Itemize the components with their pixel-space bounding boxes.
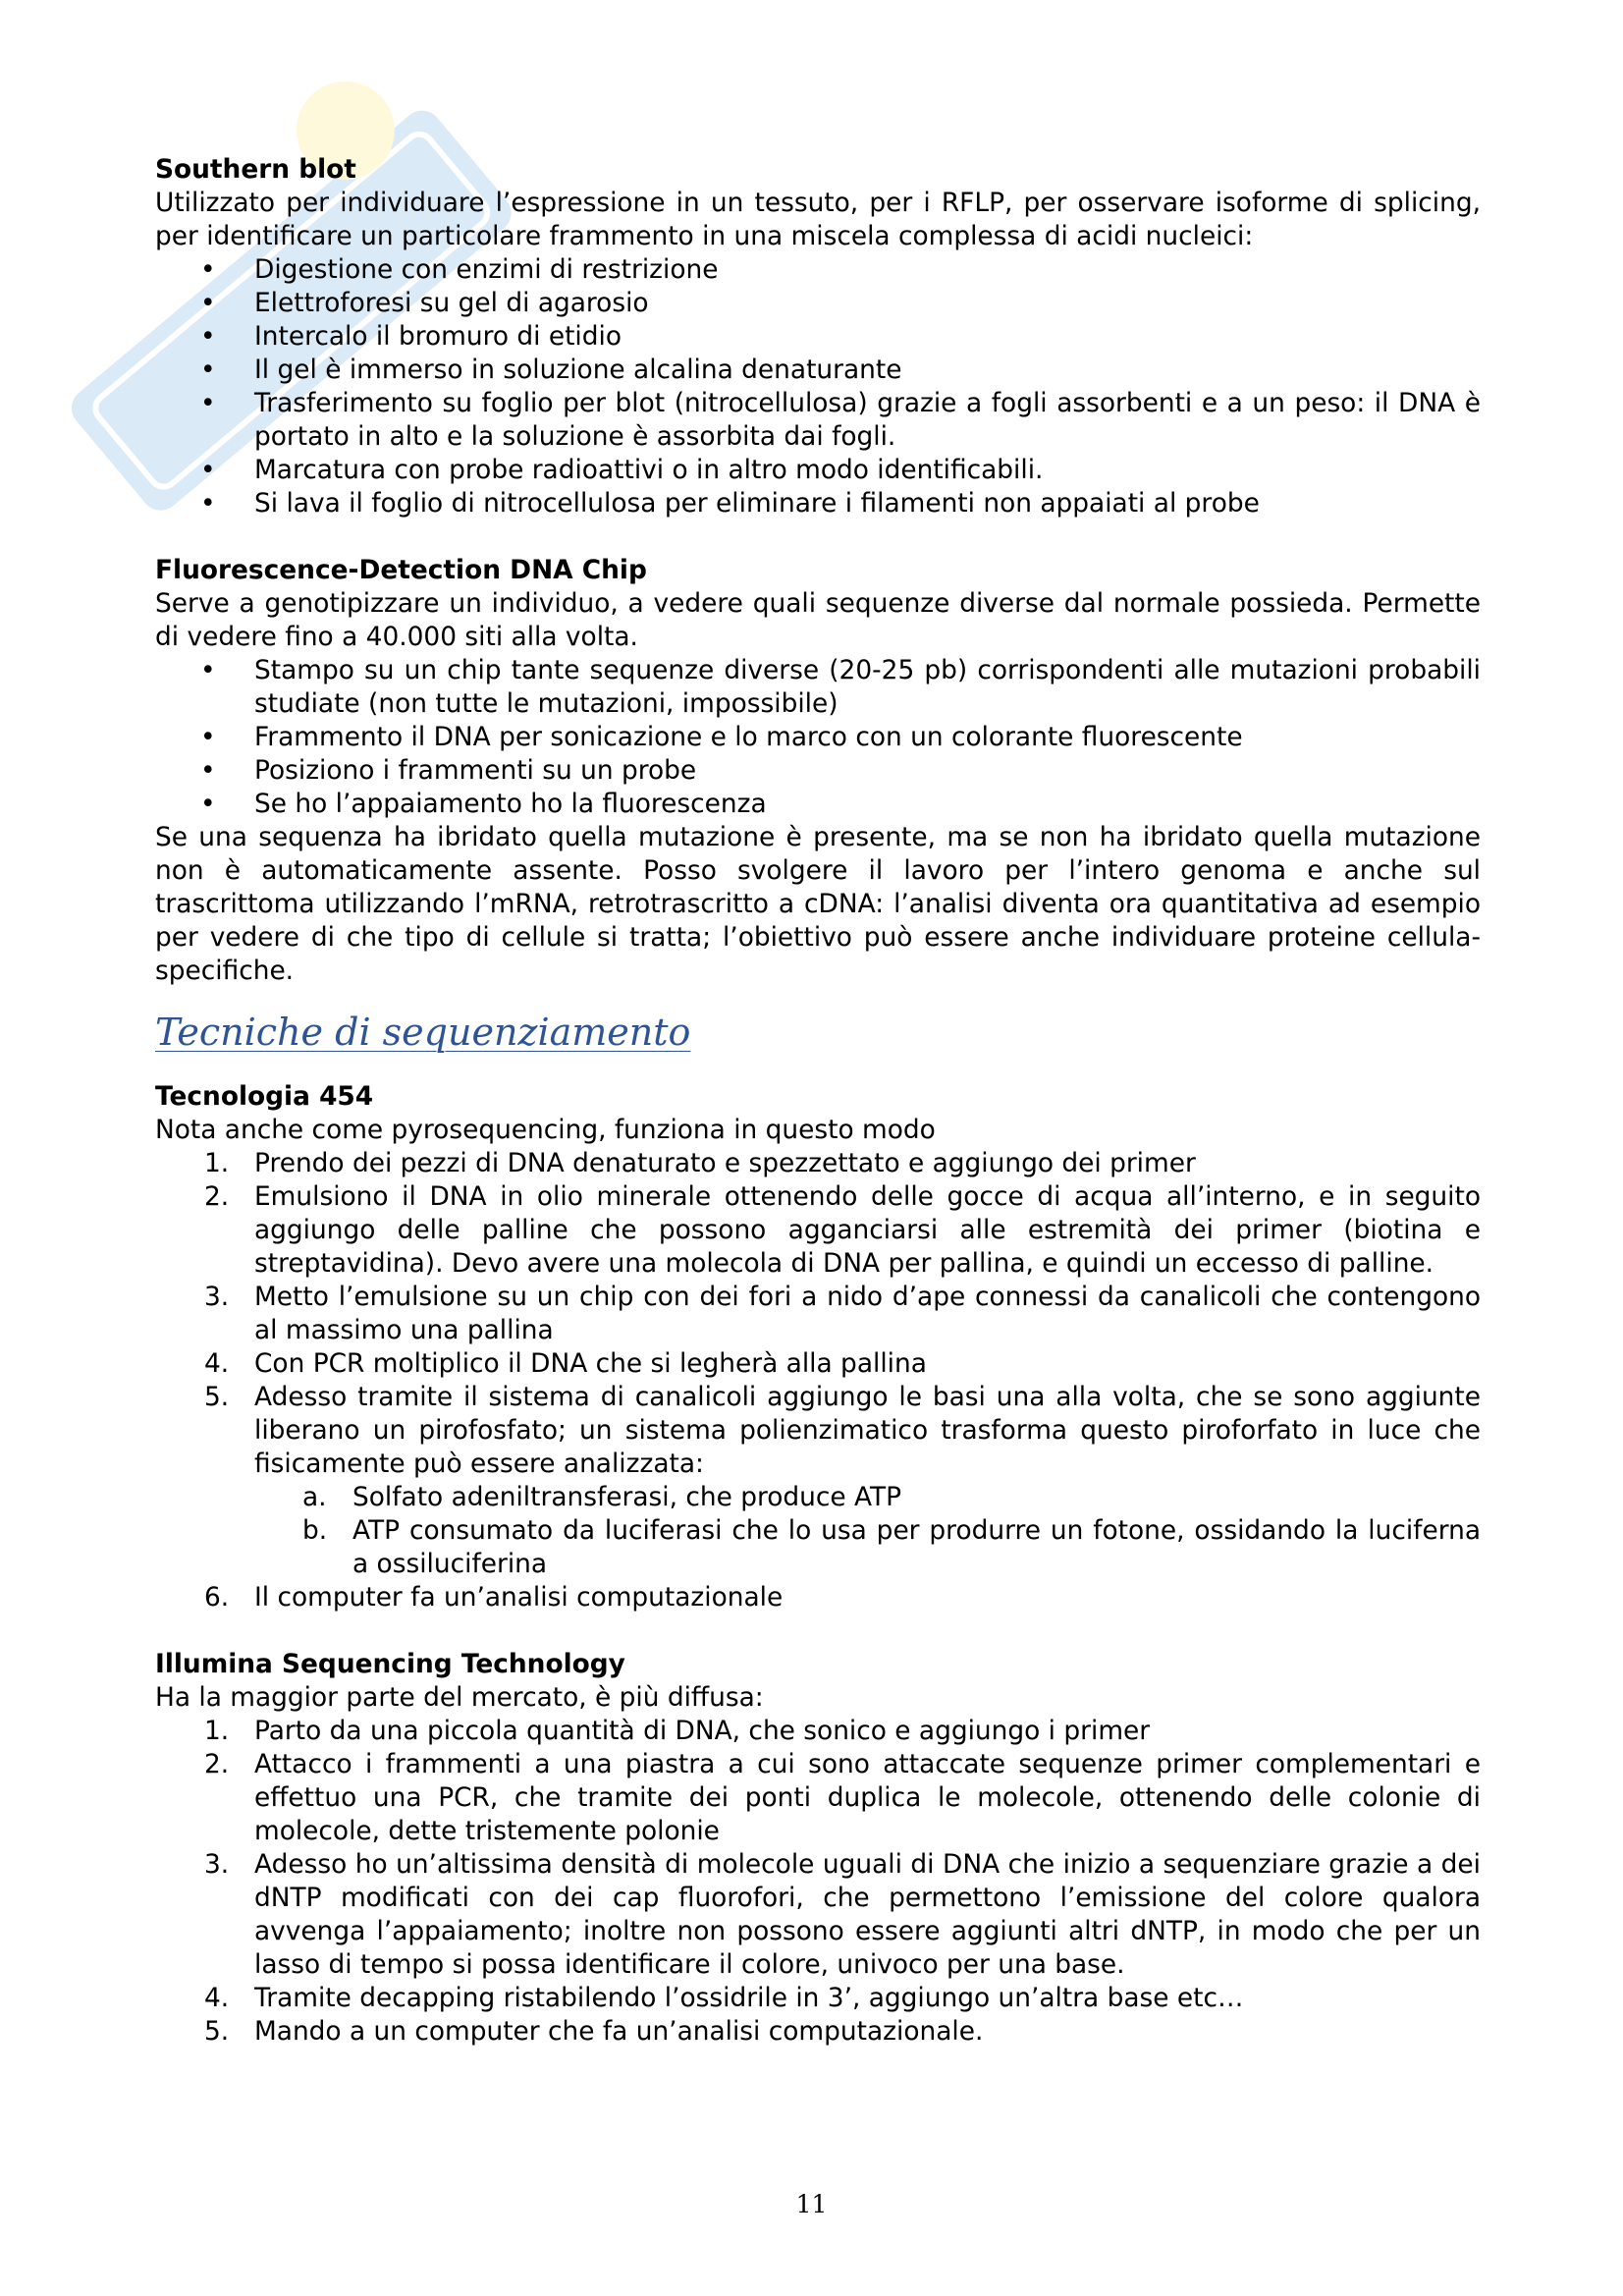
bullet-list [155, 253, 1481, 520]
bullet-icon: • [200, 655, 216, 685]
bullet-icon: • [200, 254, 216, 285]
list-item: b. ATP consumato da luciferasi che lo usa per produrre un fotone, ossidando la luciferna a ossiluciferina [302, 1515, 1481, 1579]
bullet-icon: • [200, 488, 216, 519]
document-page [155, 153, 1481, 2049]
item-number: 2. [204, 1181, 230, 1212]
list-item: 5. Mando a un computer che fa un’analisi computazionale. [204, 2016, 984, 2047]
item-letter: b. [302, 1515, 328, 1546]
list-item: 2. Emulsiono il DNA in olio minerale ottenendo delle gocce di acqua all’interno, e in seguito aggiungo delle palline che possono agganciarsi alle estremità dei primer (biotina e streptavidina). Devo avere una molecola di DNA per pallina, e quindi un eccesso di palline. [204, 1181, 1481, 1279]
page-number: 11 [795, 2190, 828, 2218]
section-intro: Serve a genotipizzare un individuo, a vedere quali sequenze diverse dal normale possieda. Permette di vedere fino a 40.000 siti alla volta. [155, 588, 1481, 652]
numbered-list [155, 1715, 1481, 2049]
item-number: 4. [204, 1348, 230, 1379]
section-title: Illumina Sequencing Technology [155, 1649, 625, 1679]
list-item: 3. Metto l’emulsione su un chip con dei fori a nido d’ape connessi da canalicoli che contengono al massimo una pallina [204, 1282, 1481, 1345]
list-item: • Marcatura con probe radioattivi o in altro modo identificabili. [200, 455, 1044, 485]
bullet-icon: • [200, 355, 216, 385]
bullet-list [155, 654, 1481, 821]
item-number: 5. [204, 2016, 230, 2047]
item-number: 4. [204, 1983, 230, 2013]
section-title: Tecnologia 454 [155, 1081, 374, 1112]
list-item: • Digestione con enzimi di restrizione [200, 254, 719, 285]
section-paragraph: Se una sequenza ha ibridato quella mutazione è presente, ma se non ha ibridato quella mutazione non è automaticamente assente. Posso svolgere il lavoro per l’intero genoma e anche sul trascrittoma utilizzando l’mRNA, retrotrascritto a cDNA: l’analisi diventa ora quantitativa ad esempio per vedere di che tipo di cellule si tratta; l’obiettivo può essere anche individuare proteine cellula-specifiche. [155, 822, 1481, 986]
item-number: 3. [204, 1282, 230, 1312]
list-item: a. Solfato adeniltransferasi, che produce ATP [302, 1482, 902, 1512]
section-title: Southern blot [155, 154, 356, 185]
bullet-icon: • [200, 388, 216, 418]
dna-chip-section [155, 554, 1481, 988]
bullet-icon: • [200, 455, 216, 485]
bullet-icon: • [200, 288, 216, 318]
item-number: 1. [204, 1148, 230, 1178]
list-item: • Elettroforesi su gel di agarosio [200, 288, 649, 318]
list-item: • Si lava il foglio di nitrocellulosa per eliminare i filamenti non appaiati al probe [200, 488, 1260, 519]
numbered-list [155, 1581, 1481, 1614]
item-number: 2. [204, 1749, 230, 1779]
item-number: 1. [204, 1716, 230, 1746]
list-item: • Frammento il DNA per sonicazione e lo marco con un colorante fluorescente [200, 722, 1243, 752]
list-item: 1. Prendo dei pezzi di DNA denaturato e spezzettato e aggiungo dei primer [204, 1148, 1196, 1178]
item-number: 6. [204, 1582, 230, 1613]
list-item: • Posiziono i frammenti su un probe [200, 755, 697, 786]
item-number: 5. [204, 1382, 230, 1412]
section-title: Fluorescence-Detection DNA Chip [155, 555, 647, 585]
list-item: 2. Attacco i frammenti a una piastra a cui sono attaccate sequenze primer complementari e effettuo una PCR, che tramite dei ponti duplica le molecole, ottenendo delle colonie di molecole, dette tristemente polonie [204, 1749, 1481, 1846]
list-item: 5. Adesso tramite il sistema di canalicoli aggiungo le basi una alla volta, che se sono aggiunte liberano un pirofosfato; un sistema polienzimatico trasforma questo piroforfato in luce che fisicamente può essere analizzata: [204, 1382, 1481, 1479]
tecnologia-454-section [155, 1080, 1481, 1614]
list-item: 1. Parto da una piccola quantità di DNA, che sonico e aggiungo i primer [204, 1716, 1151, 1746]
item-letter: a. [302, 1482, 327, 1512]
list-item: 6. Il computer fa un’analisi computazionale [204, 1582, 784, 1613]
sub-list [155, 1481, 1481, 1581]
list-item: • Intercalo il bromuro di etidio [200, 321, 622, 352]
list-item: 3. Adesso ho un’altissima densità di molecole uguali di DNA che inizio a sequenziare grazie a dei dNTP modificati con dei cap fluorofori, che permettono l’emissione del colore qualora avvenga l’appaiamento; inoltre non possono essere aggiunti altri dNTP, in modo che per un lasso di tempo si possa identificare il colore, univoco per una base. [204, 1849, 1481, 1980]
list-item: • Stampo su un chip tante sequenze diverse (20-25 pb) corrispondenti alle mutazioni probabili studiate (non tutte le mutazioni, impossibile) [200, 655, 1481, 719]
southern-blot-section [155, 153, 1481, 520]
list-item: • Trasferimento su foglio per blot (nitrocellulosa) grazie a fogli assorbenti e a un peso: il DNA è portato in alto e la soluzione è assorbita dai fogli. [200, 388, 1481, 452]
item-number: 3. [204, 1849, 230, 1880]
bullet-icon: • [200, 722, 216, 752]
bullet-icon: • [200, 789, 216, 819]
list-item: • Se ho l’appaiamento ho la fluorescenza [200, 789, 767, 819]
section-intro: Utilizzato per individuare l’espressione in un tessuto, per i RFLP, per osservare isoforme di splicing, per identificare un particolare frammento in una miscela complessa di acidi nucleici: [155, 188, 1481, 251]
chapter-heading: Tecniche di sequenziamento [155, 1011, 691, 1054]
numbered-list [155, 1147, 1481, 1481]
list-item: • Il gel è immerso in soluzione alcalina denaturante [200, 355, 902, 385]
illumina-section [155, 1648, 1481, 2049]
section-intro: Ha la maggior parte del mercato, è più diffusa: [155, 1682, 764, 1713]
list-item: 4. Con PCR moltiplico il DNA che si legherà alla pallina [204, 1348, 927, 1379]
bullet-icon: • [200, 321, 216, 352]
list-item: 4. Tramite decapping ristabilendo l’ossidrile in 3’, aggiungo un’altra base etc… [204, 1983, 1244, 2013]
bullet-icon: • [200, 755, 216, 786]
section-intro: Nota anche come pyrosequencing, funziona in questo modo [155, 1115, 936, 1145]
